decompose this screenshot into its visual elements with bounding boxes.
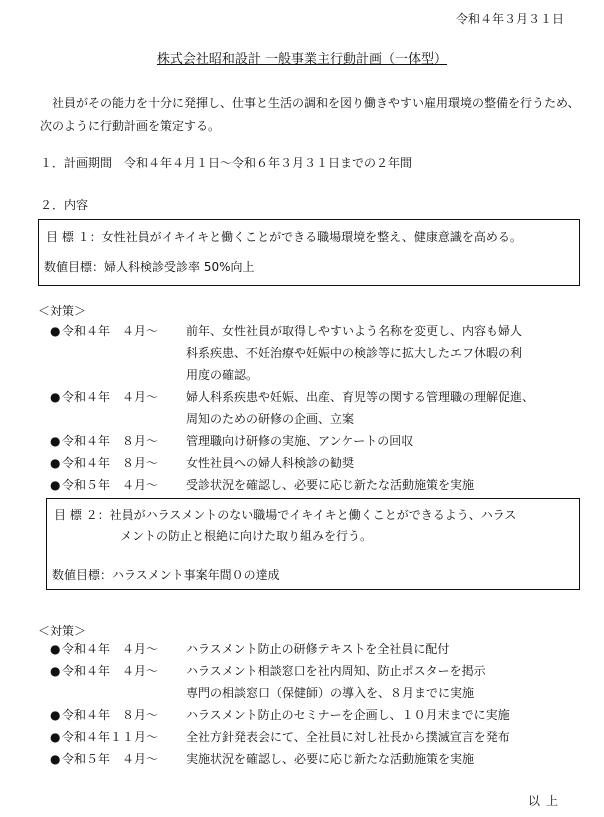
document-title xyxy=(0,48,604,67)
countermeasure2-item xyxy=(50,640,449,657)
goal2-label-line2: メントの防止と根絶に向けた取り組みを行う。 xyxy=(120,529,373,543)
title-text: 株式会社昭和設計 一般事業主行動計画（一体型） xyxy=(156,52,448,67)
countermeasure2-item-text-continued: 専門の相談窓口（保健師）の導入を、８月までに実施 xyxy=(186,686,475,700)
bullet-icon: ● xyxy=(50,324,61,338)
countermeasure2-item-date: 令和４年 ４月～ xyxy=(62,642,159,656)
countermeasure1-item-text-continued: 用度の確認。 xyxy=(186,368,259,382)
countermeasure1-item-date: 令和４年 ８月～ xyxy=(62,434,159,448)
countermeasure2-item xyxy=(50,662,486,679)
countermeasure1-item xyxy=(50,454,354,471)
goal1-target: 数値目標：婦人科検診受診率 50%向上 xyxy=(44,260,255,274)
countermeasure1-item-text-continued: 周知のための研修の企画、立案 xyxy=(186,412,355,426)
bullet-icon: ● xyxy=(50,752,61,766)
countermeasure1-item-date: 令和４年 ４月～ xyxy=(62,390,159,404)
countermeasure2-item-date: 令和４年 ４月～ xyxy=(62,664,159,678)
countermeasure1-item xyxy=(50,322,522,339)
countermeasure2-item xyxy=(50,706,510,723)
countermeasure2-item-text: 全社方針発表会にて、全社員に対し社長から撲滅宣言を発布 xyxy=(186,730,510,744)
bullet-icon: ● xyxy=(50,456,61,470)
intro-text: 社員がその能力を十分に発揮し、仕事と生活の調和を図り働きやすい雇用環境の整備を行うため、次のように行動計画を策定する。 xyxy=(40,96,580,133)
countermeasure1-item-date: 令和４年 ４月～ xyxy=(62,324,159,338)
bullet-icon: ● xyxy=(50,390,61,404)
countermeasure2-item-date: 令和５年 ４月～ xyxy=(62,752,159,766)
closing-mark: 以上 xyxy=(527,794,564,808)
countermeasure2-item-date: 令和４年 ８月～ xyxy=(62,708,159,722)
countermeasure1-item-text: 婦人科系疾患や妊娠、出産、育児等の関する管理職の理解促進、 xyxy=(186,390,535,404)
countermeasure1-item xyxy=(50,388,534,405)
goal1-label: 目 標 １：女性社員がイキイキと働くことができる職場環境を整え、健康意識を高める。 xyxy=(46,230,522,244)
countermeasure1-item-date: 令和５年 ４月～ xyxy=(62,478,159,492)
countermeasure2-item-text: ハラスメント防止のセミナーを企画し、１０月末までに実施 xyxy=(186,708,510,722)
goal2-target: 数値目標：ハラスメント事案年間０の達成 xyxy=(52,568,280,582)
bullet-icon: ● xyxy=(50,478,61,492)
bullet-icon: ● xyxy=(50,708,61,722)
intro-paragraph xyxy=(40,92,585,138)
countermeasure2-item xyxy=(50,728,510,745)
bullet-icon: ● xyxy=(50,434,61,448)
countermeasure1-item-text: 受診状況を確認し、必要に応じ新たな活動施策を実施 xyxy=(186,478,475,492)
countermeasure2-item-text: ハラスメント相談窓口を社内周知、防止ポスターを掲示 xyxy=(186,664,486,678)
countermeasure2-item-text: 実施状況を確認し、必要に応じ新たな活動施策を実施 xyxy=(186,752,475,766)
bullet-icon: ● xyxy=(50,642,61,656)
goal2-label-line1: 目 標 ２：社員がハラスメントのない職場でイキイキと働くことができるよう、ハラス xyxy=(54,508,517,522)
countermeasure2-item xyxy=(50,750,474,767)
countermeasure1-item-text: 管理職向け研修の実施、アンケートの回収 xyxy=(186,434,414,448)
bullet-icon: ● xyxy=(50,730,61,744)
countermeasure2-item-date: 令和４年１１月～ xyxy=(62,730,159,744)
countermeasures1-heading: ＜対策＞ xyxy=(38,304,87,318)
countermeasures2-heading: ＜対策＞ xyxy=(38,624,87,638)
countermeasure1-item-date: 令和４年 ８月～ xyxy=(62,456,159,470)
countermeasure2-item-text: ハラスメント防止の研修テキストを全社員に配付 xyxy=(186,642,450,656)
countermeasure1-item-text: 前年、女性社員が取得しやすいよう名称を変更し、内容も婦人 xyxy=(186,324,523,338)
bullet-icon: ● xyxy=(50,664,61,678)
countermeasure1-item-text: 女性社員への婦人科検診の勧奨 xyxy=(186,456,355,470)
countermeasure1-item xyxy=(50,476,474,493)
section-content-heading: ２．内容 xyxy=(40,198,89,212)
document-date: 令和４年３月３１日 xyxy=(455,12,564,26)
countermeasure1-item xyxy=(50,432,413,449)
countermeasure1-item-text-continued: 科系疾患、不妊治療や妊娠中の検診等に拡大したエフ休暇の利 xyxy=(186,346,523,360)
plan-period: １．計画期間 令和４年４月１日～令和６年３月３１日までの２年間 xyxy=(40,156,413,170)
